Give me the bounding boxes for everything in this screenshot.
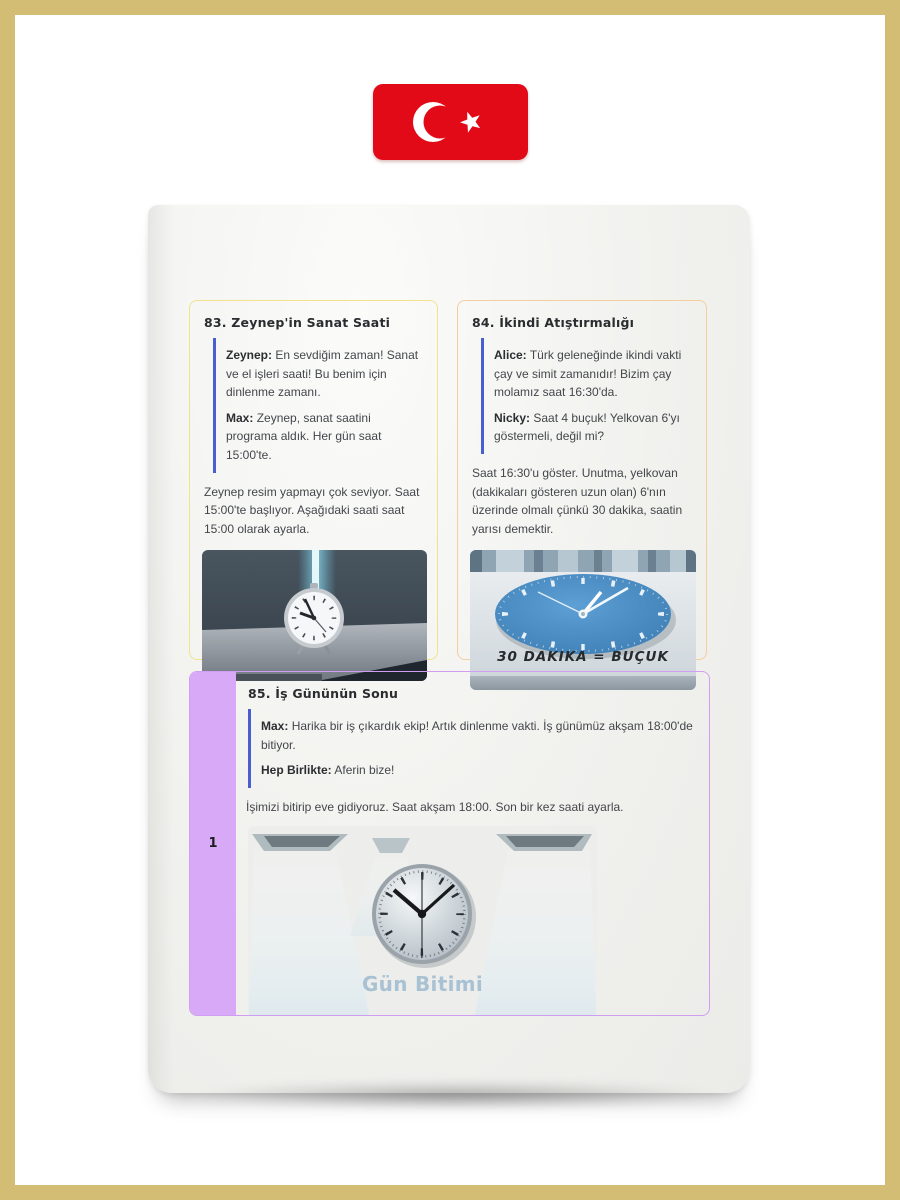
- dialog-text: En sevdiğim zaman! Sanat ve el işleri saati! Bu benim için dinlenme zamanı.: [226, 348, 419, 400]
- exercise-85-title: 85. İş Gününün Sonu: [248, 686, 399, 701]
- page-drop-shadow: [190, 1082, 720, 1108]
- dialog-text: Harika bir iş çıkardık ekip! Artık dinlenme vakti. İş günümüz akşam 18:00'de bitiyor.: [261, 719, 693, 752]
- exercise-84-box: [457, 300, 707, 666]
- dialog-text: Zeynep, sanat saatini programa aldık. Her gün saat 15:00'te.: [226, 410, 382, 462]
- dialog-line: [494, 409, 694, 446]
- speaker-label: Max:: [261, 719, 289, 733]
- exercise-83-instruction: Zeynep resim yapmayı çok seviyor. Saat 15:00'te başlıyor. Aşağıdaki saati saat 15:00 olarak ayarla.: [204, 484, 420, 536]
- speaker-label: Alice:: [494, 348, 527, 362]
- dialog-text: Türk geleneğinde ikindi vakti çay ve simit zamanıdır! Bizim çay molamız saat 16:30'da.: [494, 348, 682, 400]
- dialog-line: [226, 409, 425, 465]
- exercise-84-title: 84. İkindi Atıştırmalığı: [472, 315, 635, 330]
- exercise-83-dialog: [213, 338, 425, 473]
- speaker-label: Max:: [226, 410, 254, 425]
- dialog-line: [226, 346, 425, 402]
- exercise-83-box: [189, 300, 438, 660]
- exercise-83-clock-image[interactable]: [202, 550, 427, 681]
- page-number: 1: [208, 836, 218, 851]
- dialog-line: [261, 761, 693, 780]
- exercise-84-clock-image[interactable]: [470, 550, 696, 690]
- worksheet-page: [148, 205, 750, 1093]
- speaker-label: Hep Birlikte:: [261, 763, 332, 778]
- exercise-85-purple-strip: [190, 672, 236, 1015]
- speaker-label: Nicky:: [494, 410, 531, 425]
- dialog-text: Aferin bize!: [334, 763, 395, 778]
- exercise-85-image-caption: Gün Bitimi: [361, 972, 484, 997]
- exercise-83-title: 83. Zeynep'in Sanat Saati: [204, 315, 391, 330]
- dialog-text: Saat 4 buçuk! Yelkovan 6'yı göstermeli, değil mi?: [494, 410, 680, 444]
- exercise-85-dialog: [248, 709, 693, 788]
- exercise-85-box: [189, 671, 710, 1016]
- turkish-flag-icon: [373, 84, 528, 160]
- speaker-label: Zeynep:: [226, 348, 273, 362]
- exercise-85-content: [236, 672, 709, 1015]
- dialog-line: [494, 346, 694, 402]
- exercise-85-instruction: İşimizi bitirip eve gidiyoruz. Saat akşam 18:00. Son bir kez saati ayarla.: [246, 799, 624, 814]
- dialog-line: [261, 717, 693, 754]
- exercise-84-instruction: Saat 16:30'u göster. Unutma, yelkovan (dakikaları gösteren uzun olan) 6'nın üzerinde olmalı çünkü 30 dakika, saatin yarısı demektir.: [472, 465, 683, 536]
- exercise-84-dialog: [481, 338, 694, 454]
- exercise-84-image-caption: 30 DAKIKA = BUÇUK: [497, 649, 669, 666]
- exercise-85-clock-image[interactable]: [248, 826, 597, 1016]
